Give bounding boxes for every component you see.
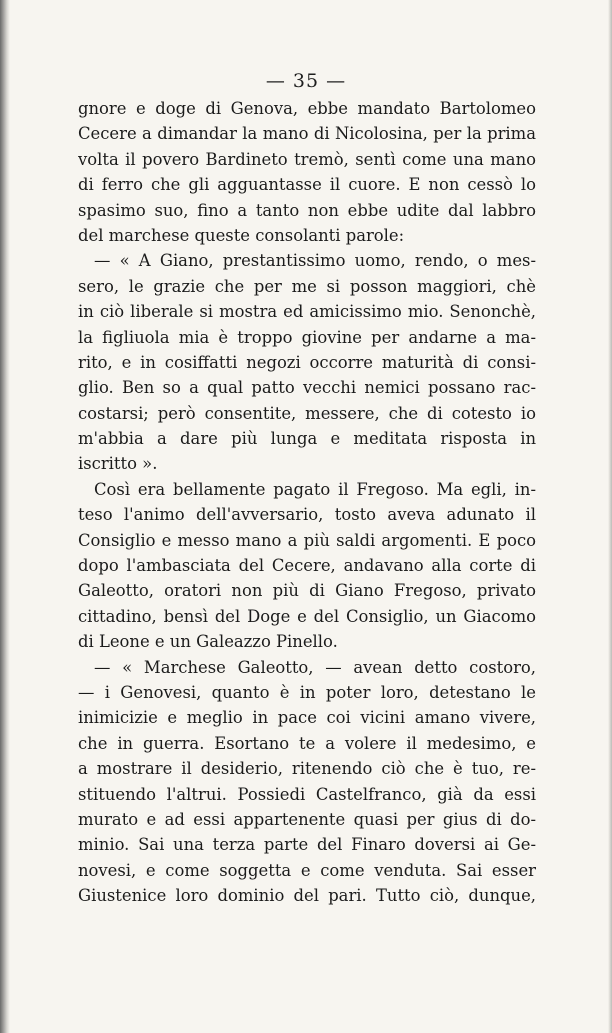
- text-line: rito, e in cosiffatti negozi occorre maturità di consi-: [78, 352, 536, 372]
- text-line: gnore e doge di Genova, ebbe mandato Bartolomeo: [78, 99, 536, 118]
- text-line: Giustenice loro dominio del pari. Tutto ciò, dunque,: [78, 886, 536, 906]
- text-line: — « A Giano, prestantissimo uomo, rendo, o mes-: [94, 251, 536, 271]
- text-line: iscritto ».: [78, 454, 158, 474]
- page-binding-shadow: [0, 0, 10, 1033]
- text-line: del marchese queste consolanti parole:: [78, 225, 405, 245]
- text-line: dopo l'ambasciata del Cecere, andavano alla corte di: [78, 556, 536, 576]
- text-line: Così era bellamente pagato il Fregoso. Ma egli, in-: [94, 479, 536, 499]
- text-line: m'abbia a dare più lunga e meditata risposta in: [78, 429, 536, 449]
- text-line: stituendo l'altrui. Possiedi Castelfranco, già da essi: [78, 784, 536, 804]
- text-line: costarsi; però consentite, messere, che di cotesto io: [78, 403, 536, 423]
- text-line: — i Genovesi, quanto è in poter loro, detestano le: [78, 682, 536, 702]
- text-line: in ciò liberale si mostra ed amicissimo mio. Senonchè,: [78, 302, 536, 322]
- text-line: Galeotto, oratori non più di Giano Fregoso, privato: [78, 581, 536, 601]
- text-line: Consiglio e messo mano a più saldi argomenti. E poco: [78, 530, 536, 550]
- text-line: di Leone e un Galeazzo Pinello.: [78, 632, 338, 652]
- text-line: murato e ad essi appartenente quasi per gius di do-: [78, 809, 536, 829]
- page-number: — 35 —: [265, 70, 347, 92]
- text-line: di ferro che gli agguantasse il cuore. E non cessò lo: [78, 175, 536, 195]
- text-line: la figliuola mia è troppo giovine per andarne a ma-: [78, 327, 536, 347]
- text-line: — « Marchese Galeotto, — avean detto costoro,: [94, 657, 536, 677]
- text-line: a mostrare il desiderio, ritenendo ciò che è tuo, re-: [78, 759, 536, 779]
- text-line: spasimo suo, fino a tanto non ebbe udite dal labbro: [78, 200, 536, 220]
- text-line: sero, le grazie che per me si posson maggiori, chè: [78, 276, 536, 296]
- body-text: [78, 96, 536, 909]
- text-line: glio. Ben so a qual patto vecchi nemici possano rac-: [78, 378, 536, 398]
- text-line: che in guerra. Esortano te a volere il medesimo, e: [78, 733, 536, 753]
- text-line: volta il povero Bardineto tremò, sentì come una mano: [78, 149, 536, 169]
- text-line: cittadino, bensì del Doge e del Consiglio, un Giacomo: [78, 606, 536, 626]
- page-edge-shadow: [608, 0, 612, 1033]
- text-line: novesi, e come soggetta e come venduta. Sai esser: [78, 860, 536, 880]
- text-line: inimicizie e meglio in pace coi vicini amano vivere,: [78, 708, 536, 728]
- text-line: Cecere a dimandar la mano di Nicolosina, per la prima: [78, 124, 536, 144]
- text-line: minio. Sai una terza parte del Finaro doversi ai Ge-: [78, 835, 536, 855]
- text-line: teso l'animo dell'avversario, tosto aveva adunato il: [78, 505, 536, 525]
